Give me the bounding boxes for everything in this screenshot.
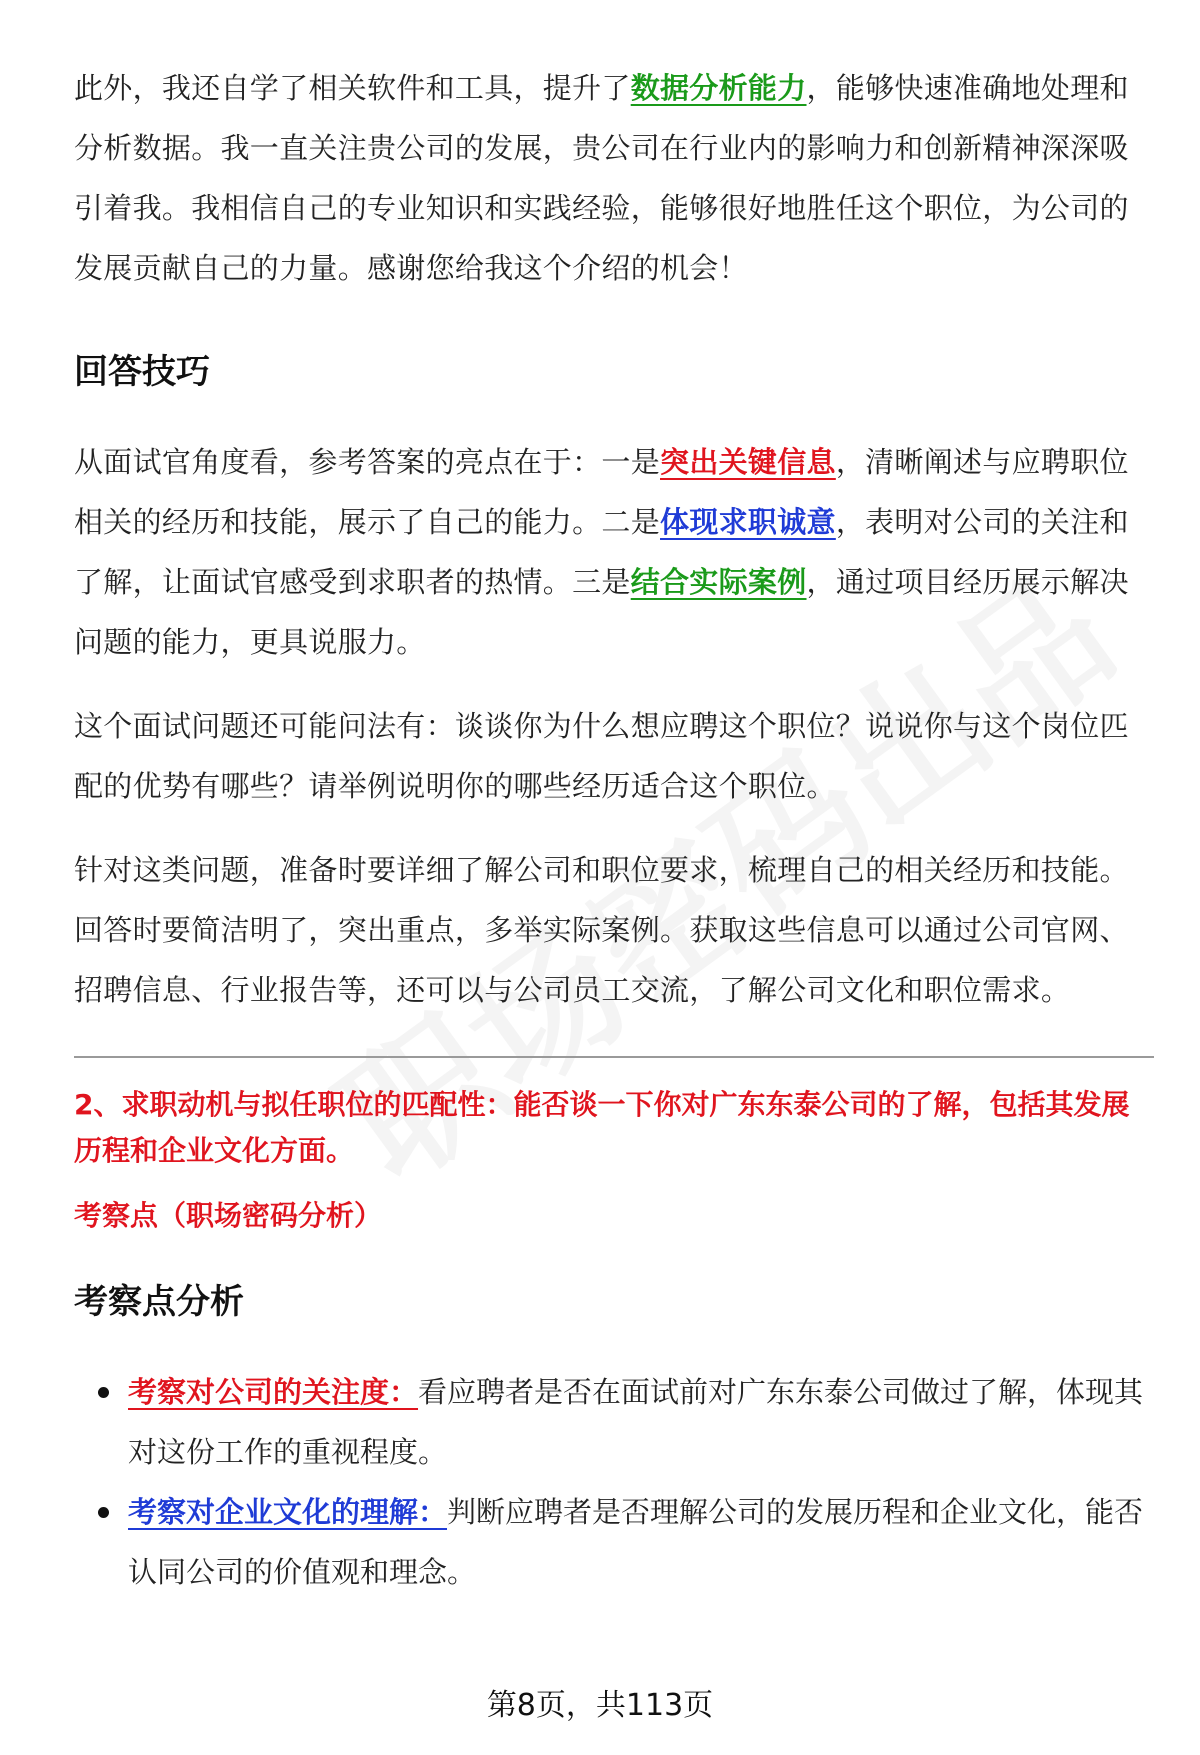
intro-text-1: 此外，我还自学了相关软件和工具，提升了 (74, 71, 631, 105)
analysis-heading: 考察点分析 (74, 1282, 244, 1322)
analysis-list (74, 1362, 1154, 1602)
highlight-data-analysis: 数据分析能力 (630, 71, 807, 105)
analysis-text: 判断应聘者是否理解公司的发展历程和企业文化，能否认同公司的价值观和理念。 (128, 1495, 1144, 1589)
list-item (74, 1362, 1154, 1482)
question-subtitle: 考察点（职场密码分析） (74, 1199, 383, 1232)
analysis-label: 考察对企业文化的理解： (128, 1495, 448, 1529)
tips-paragraph-1 (74, 432, 1154, 672)
tips-text-2: ，清晰阐述与应聘职位相关的经历和技能，展示了自己的能力。二是 (74, 445, 1129, 539)
tips-text-4: ，通过项目经历展示解决问题的能力，更具说服力。 (74, 565, 1129, 659)
answer-tips-heading: 回答技巧 (74, 352, 210, 392)
tips-paragraph-2: 这个面试问题还可能问法有：谈谈你为什么想应聘这个职位？说说你与这个岗位匹配的优势有哪些？请举例说明你的哪些经历适合这个职位。 (74, 709, 1129, 803)
document-page (74, 58, 1154, 1602)
intro-paragraph (74, 58, 1154, 298)
bullet-icon (98, 1507, 109, 1518)
analysis-label: 考察对公司的关注度： (128, 1375, 419, 1409)
highlight-sincerity: 体现求职诚意 (660, 505, 836, 539)
page-footer: 第8页，共113页 (486, 1688, 714, 1723)
list-item (74, 1482, 1154, 1602)
highlight-key-info: 突出关键信息 (660, 445, 836, 479)
analysis-text: 看应聘者是否在面试前对广东东泰公司做过了解，体现其对这份工作的重视程度。 (128, 1375, 1144, 1469)
question-title: 2、求职动机与拟任职位的匹配性：能否谈一下你对广东东泰公司的了解，包括其发展历程和企业文化方面。 (74, 1088, 1130, 1167)
tips-text-3: ，表明对公司的关注和了解，让面试官感受到求职者的热情。三是 (74, 505, 1129, 599)
bullet-icon (98, 1387, 109, 1398)
tips-paragraph-3: 针对这类问题，准备时要详细了解公司和职位要求，梳理自己的相关经历和技能。回答时要简洁明了，突出重点，多举实际案例。获取这些信息可以通过公司官网、招聘信息、行业报告等，还可以与公司员工交流，了解公司文化和职位需求。 (74, 853, 1129, 1007)
tips-text-1: 从面试官角度看，参考答案的亮点在于：一是 (74, 445, 661, 479)
intro-text-2: ，能够快速准确地处理和分析数据。我一直关注贵公司的发展，贵公司在行业内的影响力和创新精神深深吸引着我。我相信自己的专业知识和实践经验，能够很好地胜任这个职位，为公司的发展贡献自己的力量。感谢您给我这个介绍的机会！ (74, 71, 1129, 285)
highlight-cases: 结合实际案例 (630, 565, 807, 599)
